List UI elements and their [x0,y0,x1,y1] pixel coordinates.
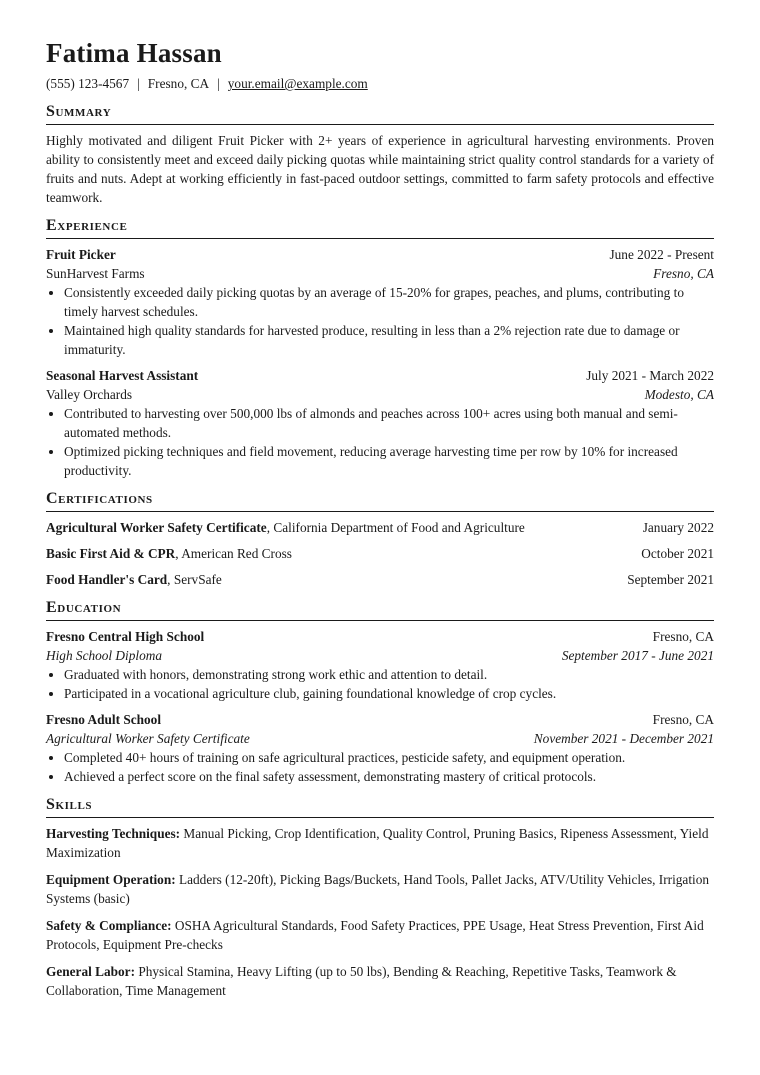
education-section [46,598,714,786]
job-company: Valley Orchards [46,387,133,402]
cert-issuer: , California Department of Food and Agriculture [266,520,525,535]
job-company: SunHarvest Farms [46,266,145,281]
summary-section [46,102,714,207]
cert-name: Basic First Aid & CPR [46,546,176,561]
section-title: Certifications [46,489,714,512]
candidate-name: Fatima Hassan [46,38,222,68]
bullet-item: • Maintained high quality standards for harvested produce, resulting in less than a 2% rejection rate due to damage or immaturity. [64,321,714,359]
job-entry [46,366,714,480]
cert-issuer: , American Red Cross [175,546,292,561]
resume-page [46,36,714,1008]
separator: | [137,76,140,91]
experience-section [46,216,714,480]
bullet-item: • Participated in a vocational agriculture club, gaining foundational knowledge of crop cycles. [64,684,714,703]
degree: High School Diploma [46,648,162,663]
skill-value: Physical Stamina, Heavy Lifting (up to 50 lbs), Bending & Reaching, Repetitive Tasks, Teamwork & Collaboration, Time Management [46,964,677,998]
cert-issuer: , ServSafe [167,572,222,587]
section-title: Education [46,598,714,621]
skill-line [46,916,714,954]
cert-entry [46,544,714,563]
bullet-item: • Graduated with honors, demonstrating strong work ethic and attention to detail. [64,665,714,684]
bullet-item: • Achieved a perfect score on the final safety assessment, demonstrating mastery of critical protocols. [64,767,714,786]
cert-entry [46,518,714,537]
cert-entry [46,570,714,589]
education-dates: November 2021 - December 2021 [533,731,714,746]
education-bullets [46,748,714,786]
skill-label: Equipment Operation: [46,872,176,887]
skill-line [46,962,714,1000]
skill-value: OSHA Agricultural Standards, Food Safety Practices, PPE Usage, Heat Stress Prevention, First Aid Protocols, Equipment Pre-checks [46,918,704,952]
education-entry [46,710,714,786]
skill-label: Safety & Compliance: [46,918,172,933]
section-title: Skills [46,795,714,818]
bullet-item: • Completed 40+ hours of training on safe agricultural practices, pesticide safety, and equipment operation. [64,748,714,767]
skill-line [46,824,714,862]
skill-value: Manual Picking, Crop Identification, Quality Control, Pruning Basics, Ripeness Assessment, Yield Maximization [46,826,709,860]
job-bullets [46,404,714,480]
email-link[interactable]: your.email@example.com [227,76,368,91]
summary-text: Highly motivated and diligent Fruit Picker with 2+ years of experience in agricultural harvesting environments. Proven ability to consistently meet and exceed daily picking quotas while maintaining strict quality control standards for a variety of fruits and nuts. Adept at working efficiently in fast-paced outdoor settings, committed to farm safety protocols and effective teamwork. [46,133,714,205]
bullet-item: • Optimized picking techniques and field movement, reducing average harvesting time per row by 10% for increased productivity. [64,442,714,480]
cert-date: January 2022 [642,520,714,535]
cert-name: Food Handler's Card [46,572,168,587]
school-location: Fresno, CA [652,629,714,644]
section-title: Experience [46,216,714,239]
section-title: Summary [46,102,714,125]
bullet-item: • Contributed to harvesting over 500,000 lbs of almonds and peaches across 100+ acres using both manual and semi-automated methods. [64,404,714,442]
education-entry [46,627,714,703]
certifications-section [46,489,714,589]
school-name: Fresno Adult School [46,712,162,727]
education-dates: September 2017 - June 2021 [561,648,714,663]
skill-line [46,870,714,908]
job-location: Fresno, CA [653,266,714,281]
job-location: Modesto, CA [644,387,714,402]
degree: Agricultural Worker Safety Certificate [46,731,250,746]
job-dates: June 2022 - Present [609,247,714,262]
phone: (555) 123-4567 [46,76,130,91]
skills-section [46,795,714,1000]
job-role: Fruit Picker [46,247,116,262]
contact-line [46,74,714,93]
skill-value: Ladders (12-20ft), Picking Bags/Buckets, Hand Tools, Pallet Jacks, ATV/Utility Vehicles, Irrigation Systems (basic) [46,872,710,906]
school-name: Fresno Central High School [46,629,205,644]
cert-date: September 2021 [627,572,714,587]
location: Fresno, CA [147,76,210,91]
school-location: Fresno, CA [652,712,714,727]
separator: | [217,76,220,91]
bullet-item: • Consistently exceeded daily picking quotas by an average of 15-20% for grapes, peaches, and plums, contributing to timely harvest schedules. [64,283,714,321]
cert-date: October 2021 [641,546,714,561]
education-bullets [46,665,714,703]
job-entry [46,245,714,359]
skill-label: General Labor: [46,964,136,979]
job-bullets [46,283,714,359]
cert-name: Agricultural Worker Safety Certificate [46,520,267,535]
job-dates: July 2021 - March 2022 [586,368,714,383]
skill-label: Harvesting Techniques: [46,826,181,841]
job-role: Seasonal Harvest Assistant [46,368,199,383]
